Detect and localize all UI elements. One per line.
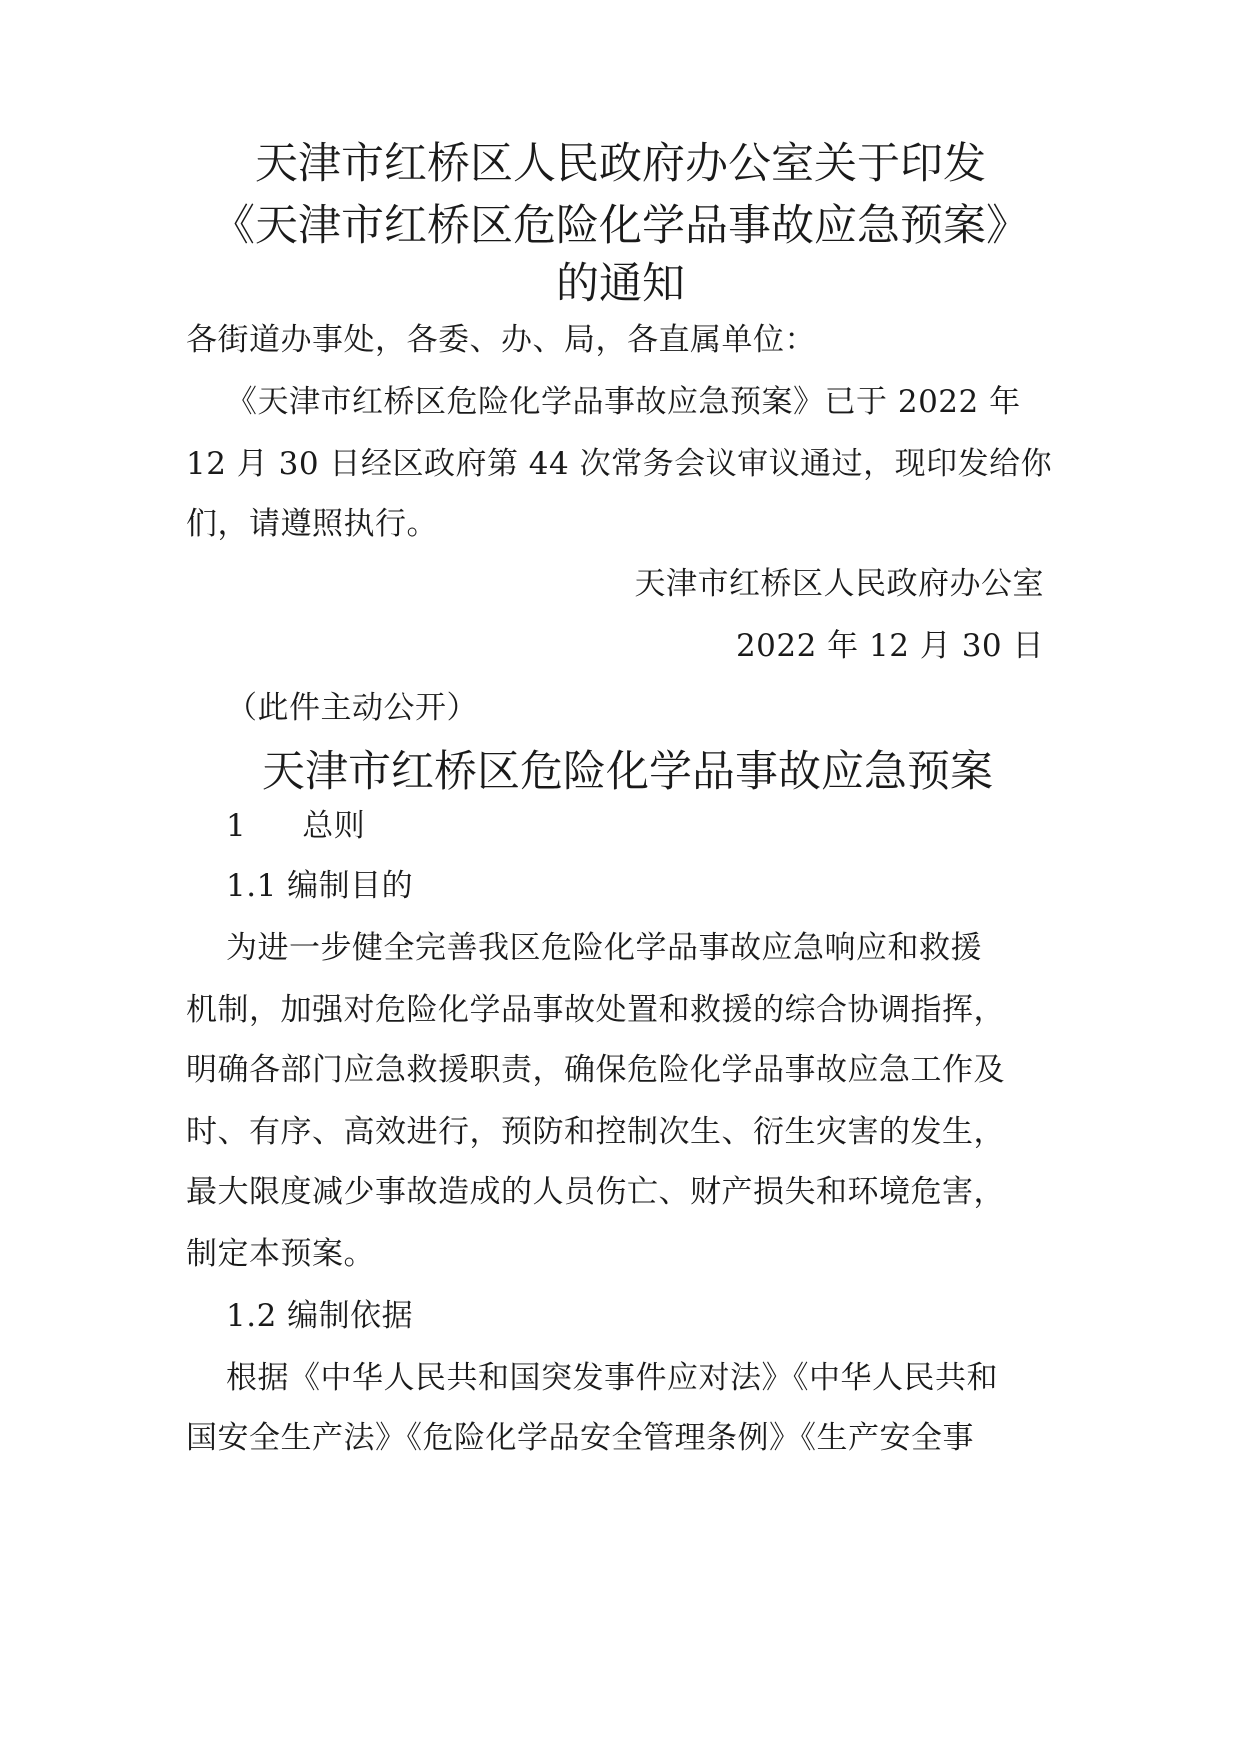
purpose-line: 为进一步健全完善我区危险化学品事故应急响应和救援	[226, 930, 982, 966]
notice-body-line-2: 12 月 30 日经区政府第 44 次常务会议审议通过，现印发给你	[186, 446, 1053, 482]
notice-body-line-1: 《天津市红桥区危险化学品事故应急预案》已于 2022 年	[226, 384, 1021, 420]
section-1-2-heading: 1.2 编制依据	[226, 1298, 414, 1334]
issue-date: 2022 年 12 月 30 日	[735, 628, 1044, 664]
plan-title: 天津市红桥区危险化学品事故应急预案	[262, 747, 993, 797]
purpose-line: 时、有序、高效进行，预防和控制次生、衍生灾害的发生，	[186, 1114, 1005, 1150]
section-1-title: 总则	[302, 808, 366, 844]
notice-title-line-2: 《天津市红桥区危险化学品事故应急预案》	[212, 201, 1029, 251]
section-1-1-heading: 1.1 编制目的	[226, 868, 414, 904]
purpose-line: 最大限度减少事故造成的人员伤亡、财产损失和环境危害，	[186, 1174, 1005, 1210]
section-1-heading	[226, 806, 365, 846]
disclosure-note: （此件主动公开）	[226, 690, 478, 726]
notice-body-line-3: 们，请遵照执行。	[186, 506, 438, 542]
notice-title-line-3: 的通知	[556, 259, 685, 309]
issuer: 天津市红桥区人民政府办公室	[634, 566, 1044, 602]
notice-title-line-1: 天津市红桥区人民政府办公室关于印发	[255, 139, 986, 189]
purpose-line: 制定本预案。	[186, 1236, 375, 1272]
addressee: 各街道办事处，各委、办、局，各直属单位：	[186, 322, 816, 358]
section-1-number: 1	[226, 808, 247, 844]
purpose-line: 明确各部门应急救援职责，确保危险化学品事故应急工作及	[186, 1052, 1005, 1088]
basis-line: 国安全生产法》《危险化学品安全管理条例》《生产安全事	[186, 1420, 974, 1456]
purpose-line: 机制，加强对危险化学品事故处置和救援的综合协调指挥，	[186, 992, 1005, 1028]
basis-line: 根据《中华人民共和国突发事件应对法》《中华人民共和	[226, 1360, 998, 1396]
